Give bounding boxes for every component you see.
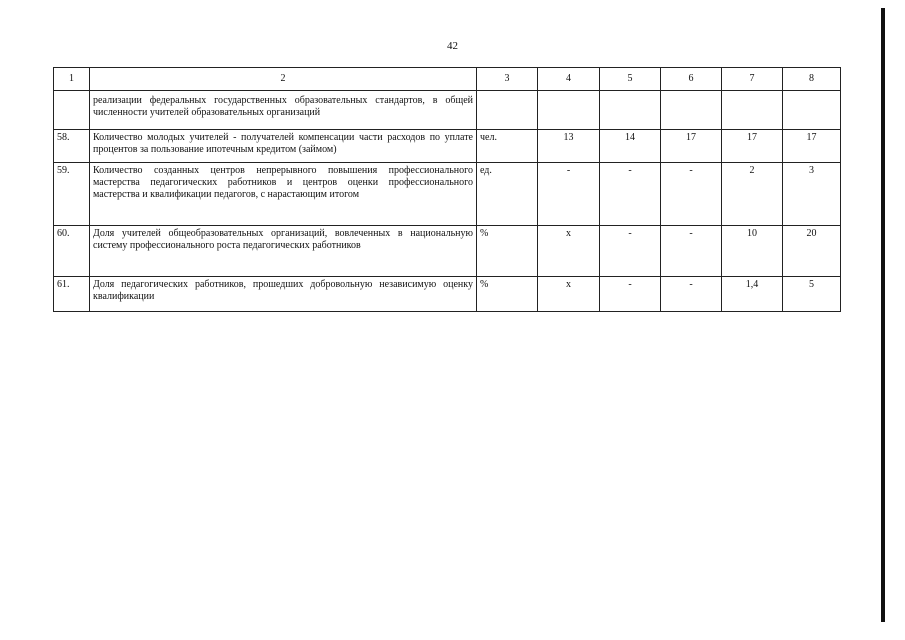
row-value: 20 <box>783 226 841 277</box>
row-value: 2 <box>722 163 783 226</box>
column-header: 7 <box>722 68 783 91</box>
row-description: Доля учителей общеобразовательных организаций, вовлеченных в национальную систему профессионального роста педагогических работников <box>90 226 477 277</box>
row-value: - <box>661 226 722 277</box>
row-value: - <box>538 163 600 226</box>
row-unit: % <box>477 277 538 312</box>
scan-edge-bar <box>881 8 885 622</box>
header-row <box>54 68 841 91</box>
table-row <box>54 226 841 277</box>
row-value <box>783 91 841 130</box>
table-row <box>54 163 841 226</box>
row-number: 60. <box>54 226 90 277</box>
row-number: 59. <box>54 163 90 226</box>
row-description: Количество молодых учителей - получателей компенсации части расходов по уплате процентов за пользование ипотечным кредитом (займом) <box>90 130 477 163</box>
row-value: - <box>600 163 661 226</box>
row-description: Доля педагогических работников, прошедших добровольную независимую оценку квалификации <box>90 277 477 312</box>
column-header: 2 <box>90 68 477 91</box>
indicators-table <box>53 67 841 312</box>
row-description: реализации федеральных государственных образовательных стандартов, в общей численности учителей образовательных организаций <box>90 91 477 130</box>
row-unit <box>477 91 538 130</box>
row-value: - <box>661 277 722 312</box>
row-value: 3 <box>783 163 841 226</box>
row-value: 17 <box>783 130 841 163</box>
row-value: - <box>661 163 722 226</box>
row-value: 10 <box>722 226 783 277</box>
table-row <box>54 277 841 312</box>
row-value <box>538 91 600 130</box>
row-value: 17 <box>722 130 783 163</box>
column-header: 4 <box>538 68 600 91</box>
row-value <box>600 91 661 130</box>
row-value <box>722 91 783 130</box>
row-value <box>661 91 722 130</box>
row-unit: ед. <box>477 163 538 226</box>
table-row <box>54 130 841 163</box>
row-value: х <box>538 226 600 277</box>
row-number: 58. <box>54 130 90 163</box>
row-value: 14 <box>600 130 661 163</box>
row-value: 13 <box>538 130 600 163</box>
page-number: 42 <box>447 40 458 52</box>
row-value: 17 <box>661 130 722 163</box>
table-row <box>54 91 841 130</box>
row-value: - <box>600 226 661 277</box>
column-header: 3 <box>477 68 538 91</box>
row-unit: чел. <box>477 130 538 163</box>
column-header: 8 <box>783 68 841 91</box>
column-header: 5 <box>600 68 661 91</box>
column-header: 6 <box>661 68 722 91</box>
row-value: - <box>600 277 661 312</box>
row-number <box>54 91 90 130</box>
row-number: 61. <box>54 277 90 312</box>
column-header: 1 <box>54 68 90 91</box>
row-unit: % <box>477 226 538 277</box>
row-description: Количество созданных центров непрерывного повышения профессионального мастерства педагогических работников и центров оценки профессионального мастерства и квалификации педагогов, с нарастающим итогом <box>90 163 477 226</box>
row-value: 5 <box>783 277 841 312</box>
row-value: х <box>538 277 600 312</box>
row-value: 1,4 <box>722 277 783 312</box>
